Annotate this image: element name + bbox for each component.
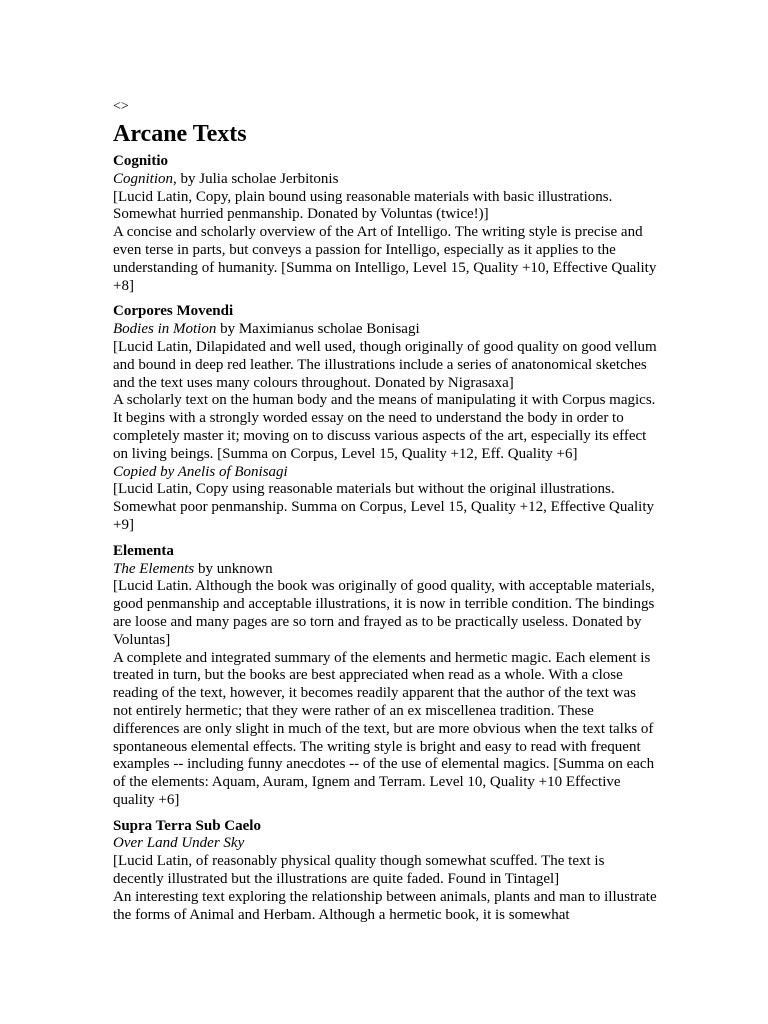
entry-details: [Lucid Latin. Although the book was originally of good quality, with acceptable materials, good penmanship and acceptable illustrations, it is now in terrible condition. The bindings are loose and many pages are so torn and frayed as to be practically useless. Donated by Voluntas] — [113, 578, 655, 648]
entry-heading: Supra Terra Sub Caelo — [113, 817, 261, 834]
entry-description: An interesting text exploring the relationship between animals, plants and man to illustrate the forms of Animal and Herbam. Although a hermetic book, it is somewhat — [113, 888, 657, 923]
book-title: Over Land Under Sky — [113, 835, 245, 852]
book-author: by unknown — [194, 560, 273, 577]
entry-description: A complete and integrated summary of the elements and hermetic magic. Each element is treated in turn, but the books are best appreciated when read as a whole. With a close reading of the text, however, it becomes readily apparent that the author of the text was not entirely hermetic; that they were rather of an ex miscellenea tradition. These differences are only slight in much of the text, but are more obvious when the text talks of spontaneous elemental effects. The writing style is bright and easy to read with frequent examples -- including funny anecdotes -- of the use of elemental magics. [Summa on each of the elements: Aquam, Auram, Ignem and Terram. Level 10, Quality +10 Effective quality +6] — [113, 649, 655, 808]
entry-description: A concise and scholarly overview of the Art of Intelligo. The writing style is precise and even terse in parts, but conveys a passion for Intelligo, especially as it applies to the understanding of humanity. [Summa on Intelligo, Level 15, Quality +10, Effective Quality +8] — [113, 224, 657, 294]
page-title: Arcane Texts — [113, 121, 247, 147]
entry-supra-terra-sub-caelo — [113, 818, 658, 925]
book-title: Cognition — [113, 170, 174, 187]
book-author: by Maximianus scholae Bonisagi — [216, 321, 420, 338]
copy-note: Copied by Anelis of Bonisagi — [113, 463, 288, 480]
entry-byline — [113, 835, 658, 853]
document-page — [113, 98, 658, 932]
entry-heading: Elementa — [113, 542, 174, 559]
entry-corpores-movendi — [113, 303, 658, 534]
entry-byline — [113, 561, 658, 579]
entry-cognitio — [113, 153, 658, 295]
entry-details: [Lucid Latin, Dilapidated and well used, though originally of good quality on good vellum and bound in deep red leather. The illustrations include a series of anatonomical sketches and the text uses many colours throughout. Donated by Nigrasaxa] — [113, 338, 657, 391]
entry-byline — [113, 171, 658, 189]
entry-details: [Lucid Latin, Copy, plain bound using reasonable materials with basic illustrations. Somewhat hurried penmanship. Donated by Voluntas (twice!)] — [113, 188, 613, 223]
book-title: The Elements — [113, 560, 195, 577]
entry-details: [Lucid Latin, of reasonably physical quality though somewhat scuffed. The text is decently illustrated but the illustrations are quite faded. Found in Tintagel] — [113, 853, 605, 888]
entry-description: A scholarly text on the human body and the means of manipulating it with Corpus magics. It begins with a strongly worded essay on the need to understand the body in order to completely master it; moving on to discuss various aspects of the art, especially its effect on living beings. [Summa on Corpus, Level 15, Quality +12, Eff. Quality +6] — [113, 392, 656, 462]
book-title: Bodies in Motion — [113, 321, 217, 338]
book-author: , by Julia scholae Jerbitonis — [173, 170, 339, 187]
entry-byline — [113, 321, 658, 339]
entry-heading: Corpores Movendi — [113, 303, 234, 320]
entry-heading: Cognitio — [113, 153, 169, 169]
nav-arrows-link[interactable]: <> — [113, 99, 129, 114]
copy-details: [Lucid Latin, Copy using reasonable materials but without the original illustrations. Somewhat poor penmanship. Summa on Corpus, Level 15, Quality +12, Effective Quality +9] — [113, 481, 655, 533]
entry-elementa — [113, 543, 658, 810]
